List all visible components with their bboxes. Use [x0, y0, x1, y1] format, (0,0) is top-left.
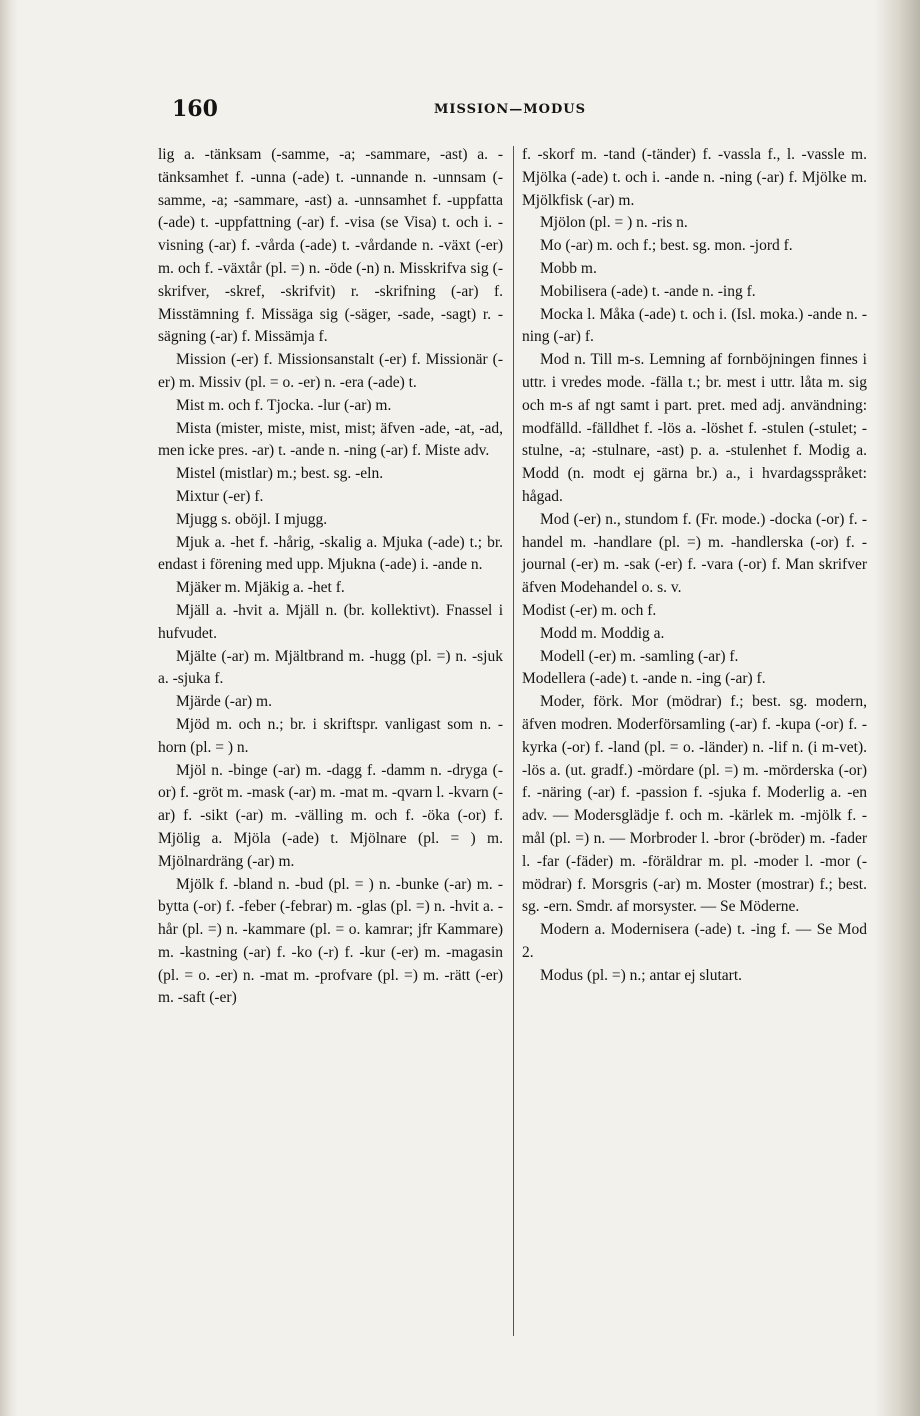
entry: Modist (-er) m. och f.	[522, 601, 657, 619]
page-right-edge	[874, 0, 920, 1416]
entry: Modellera (-ade) t. -ande n. -ing (-ar) f.	[522, 670, 766, 688]
entry: Mistel (mistlar) m.; best. sg. -eln.	[176, 465, 384, 483]
running-head: MISSION—MODUS	[434, 102, 586, 117]
entry: Modern a. Modernisera (-ade) t. -ing f. — Se Mod 2.	[522, 921, 867, 961]
entry: Mixtur (-er) f.	[176, 487, 264, 505]
page-header	[150, 96, 870, 128]
entry: Modus (pl. =) n.; antar ej slutart.	[540, 966, 743, 984]
entry: Moder, förk. Mor (mödrar) f.; best. sg. modern, äfven modren. Moderförsamling (-ar) f. -kupa (-or) f. -kyrka (-or) f. -land (pl. = o. -länder) n. -lif n. (i m-vet). -lös a. (ut. gradf.) -mördare (pl. =) m. -mörderska (-or) f. -näring (-ar) f. -passion f. -sjuka f. Moderlig a. -en adv. — Modersglädje f. och m. -kärlek m. -mjölk f. -mål (pl. =) n. — Morbroder l. -bror (-bröder) m. -fader l. -far (-fäder) m. -föräldrar m. pl. -moder l. -mor (-mödrar) f. Morsgris (-ar) m. Moster (mostrar) f.; best. sg. -ern. Smdr. af morsyster. — Se Möderne.	[522, 693, 867, 916]
entry: Modd m. Moddig a.	[540, 624, 665, 642]
entry: Mo (-ar) m. och f.; best. sg. mon. -jord f.	[540, 237, 793, 255]
entry: Mjölk f. -bland n. -bud (pl. = ) n. -bunke (-ar) m. -bytta (-or) f. -feber (-febrar) m. -glas (pl. =) n. -hvit a. -hår (pl. =) n. -kammare (pl. = o. kamrar; jfr Kammare) m. -kastning (-ar) f. -ko (-r) f. -kur (-er) m. -magasin (pl. = o. -er) n. -mat m. -profvare (pl. =) m. -rätt (-er) m. -saft (-er)	[158, 875, 503, 1007]
entry: lig a. -tänksam (-samme, -a; -sammare, -ast) a. -tänksamhet f. -unna (-ade) t. -unnande n. -unnsam (-samme, -a; -sammare, -ast) a. -unnsamhet f. -uppfatta (-ade) t. -uppfattning (-ar) f. -visa (se Visa) t. och i. -visning (-ar) f. -vårda (-ade) t. -vårdande n. -växt (-er) m. och f. -växtår (pl. =) n. -öde (-n) n. Misskrifva sig (-skrifver, -skref, -skrifvit) r. -skrifning (-ar) f. Misstämning f. Missäga sig (-säger, -sade, -sagt) r. -sägning (-ar) f. Missämja f.	[158, 146, 503, 346]
entry: Mjuk a. -het f. -hårig, -skalig a. Mjuka (-ade) t.; br. endast i förening med upp. Mjukna (-ade) i. -ande n.	[158, 533, 503, 574]
entry: Mjäll a. -hvit a. Mjäll n. (br. kollektivt). Fnassel i hufvudet.	[158, 601, 503, 642]
entry: Mjölon (pl. = ) n. -ris n.	[540, 214, 688, 232]
page-number: 160	[172, 96, 218, 122]
entry: Mission (-er) f. Missionsanstalt (-er) f. Missionär (-er) m. Missiv (pl. = o. -er) n. -era (-ade) t.	[158, 351, 503, 391]
entry: Mjälte (-ar) m. Mjältbrand m. -hugg (pl. =) n. -sjuk a. -sjuka f.	[158, 647, 503, 688]
entry: Mobilisera (-ade) t. -ande n. -ing f.	[540, 282, 756, 300]
entry: Mod (-er) n., stundom f. (Fr. mode.) -docka (-or) f. -handel m. -handlare (pl. =) m. -handlerska (-or) f. -journal (-er) m. -sak (-er) f. -vara (-or) f. Man skrifver äfven Modehandel o. s. v.	[522, 510, 867, 597]
entry: Mobb m.	[540, 259, 597, 277]
entry: Mod n. Till m-s. Lemning af fornböjningen finnes i uttr. i vredes mode. -fälla t.; br. mest i uttr. låta m. sig och m-s af ngt samt i part. pret. med adj. användning: modfälld. -fälldhet f. -lös a. -löshet f. -stulen (-stulet; -stulne, -a; -stulnare, -ast) p. a. -stulenhet f. Modig a. Modd (n. modt ej gärna br.) a., i hvardagsspråket: hågad.	[522, 351, 867, 505]
entry: Modell (-er) m. -samling (-ar) f.	[540, 647, 739, 665]
left-column	[158, 144, 503, 1010]
entry: Mista (mister, miste, mist, mist; äfven -ade, -at, -ad, men icke pres. -ar) t. -ande n. -ning (-ar) f. Miste adv.	[158, 419, 503, 460]
column-divider	[513, 146, 514, 1336]
entry: Mjäker m. Mjäkig a. -het f.	[176, 579, 345, 597]
entry: Mjugg s. oböjl. I mjugg.	[176, 510, 328, 528]
entry: Mjöl n. -binge (-ar) m. -dagg f. -damm n. -dryga (-or) f. -gröt m. -mask (-ar) m. -mat m. -qvarn l. -kvarn (-ar) f. -sikt (-ar) m. -välling m. och f. -öka (-or) f. Mjölig a. Mjöla (-ade) t. Mjölnare (pl. = ) m. Mjölnardräng (-ar) m.	[158, 761, 503, 870]
page-left-edge	[0, 0, 18, 1416]
entry: Mjärde (-ar) m.	[176, 693, 272, 711]
entry: Mist m. och f. Tjocka. -lur (-ar) m.	[176, 396, 392, 414]
entry: Mocka l. Måka (-ade) t. och i. (Isl. moka.) -ande n. -ning (-ar) f.	[522, 305, 867, 346]
entry: f. -skorf m. -tand (-tänder) f. -vassla f., l. -vassle m. Mjölka (-ade) t. och i. -ande n. -ning (-ar) f. Mjölke m. Mjölkfisk (-ar) m.	[522, 146, 867, 209]
entry: Mjöd m. och n.; br. i skriftspr. vanligast som n. -horn (pl. = ) n.	[158, 715, 503, 756]
right-column	[522, 144, 867, 987]
